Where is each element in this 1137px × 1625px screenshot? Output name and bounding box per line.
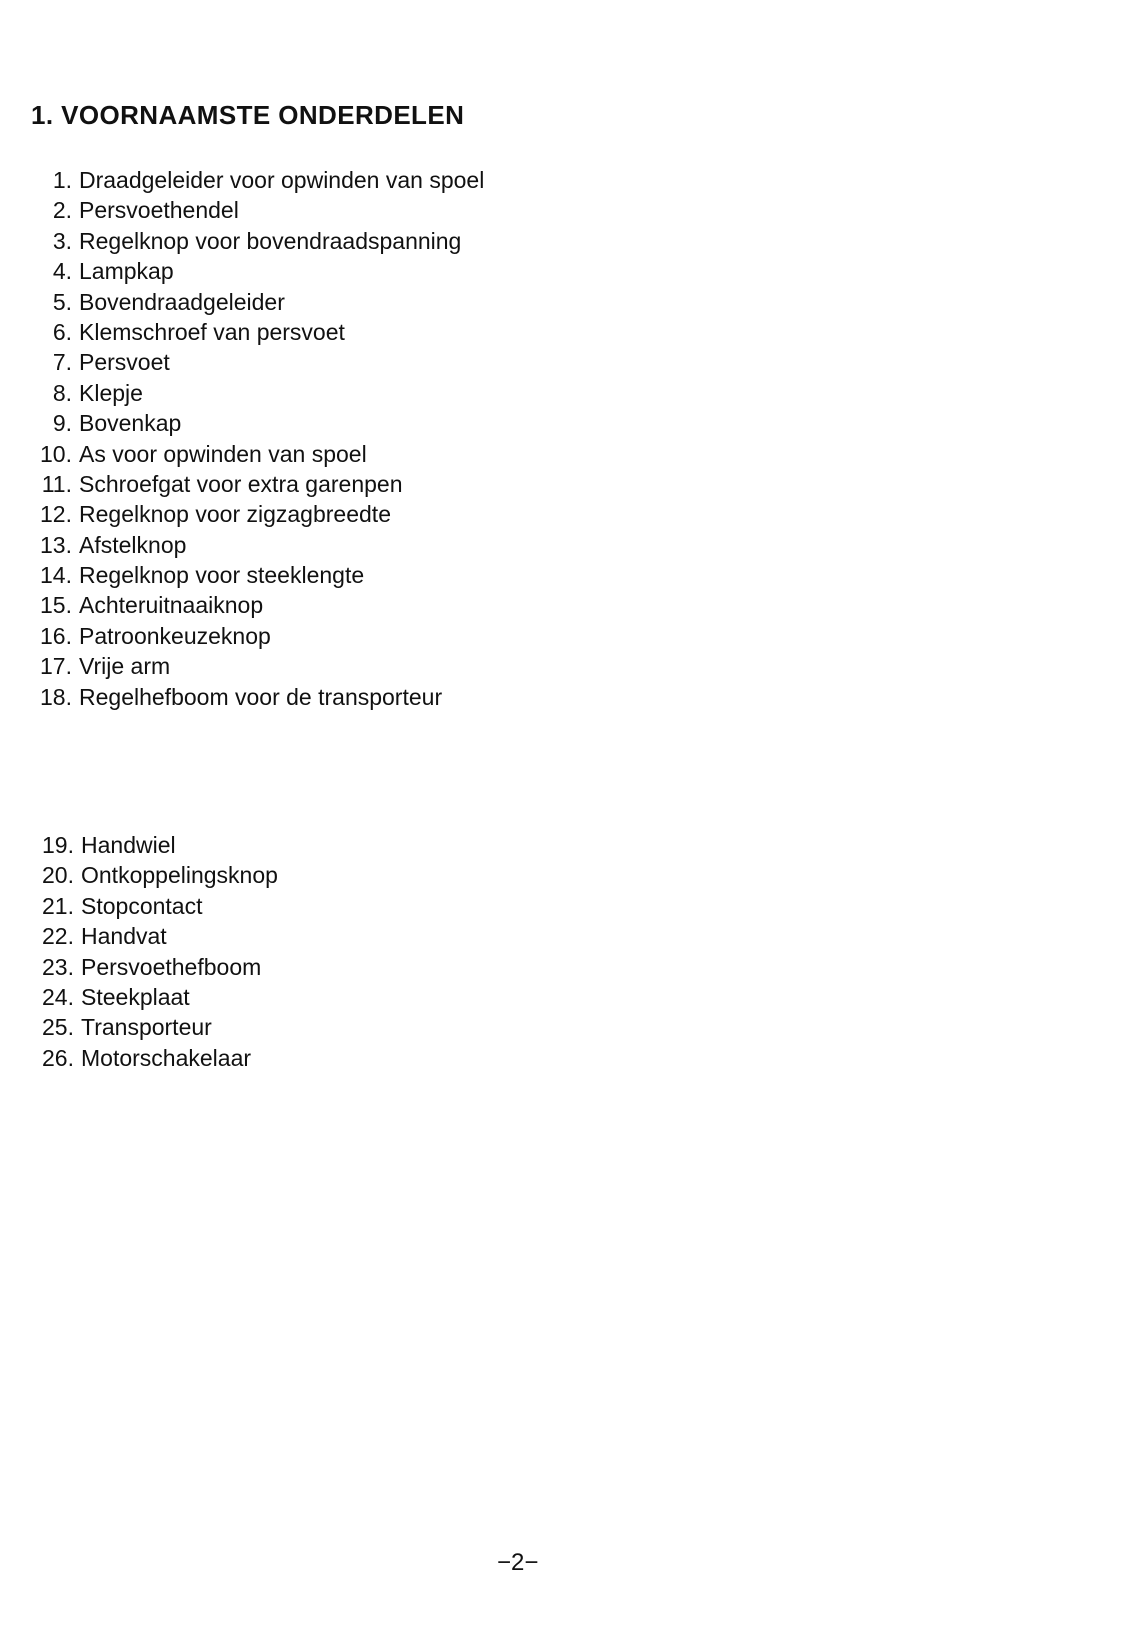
item-label: Regelknop voor zigzagbreedte: [79, 501, 391, 528]
item-label: Regelhefboom voor de transporteur: [79, 683, 443, 710]
list-item: [34, 439, 484, 469]
item-number: 11.: [41, 470, 72, 497]
item-label: Regelknop voor bovendraadspanning: [79, 227, 462, 254]
item-number: 4.: [52, 258, 72, 285]
list-item: [34, 590, 484, 620]
item-label: Bovenkap: [79, 410, 182, 437]
item-number: 3.: [52, 227, 72, 254]
list-item: [34, 1043, 278, 1073]
item-number: 2.: [52, 197, 72, 224]
item-label: Handvat: [81, 923, 167, 950]
item-label: Draadgeleider voor opwinden van spoel: [79, 167, 485, 193]
item-number: 15.: [40, 592, 72, 619]
item-number: 14.: [40, 562, 72, 589]
list-item: [34, 1012, 278, 1042]
item-number: 6.: [52, 318, 72, 345]
list-item: [34, 378, 484, 408]
item-number: 25.: [42, 1014, 74, 1041]
item-number: 12.: [40, 501, 72, 528]
list-item: [34, 287, 484, 317]
item-label: Lampkap: [79, 258, 174, 285]
item-label: Klemschroef van persvoet: [79, 318, 345, 345]
item-number: 16.: [40, 622, 72, 649]
list-item: [34, 860, 278, 890]
item-label: Ontkoppelingsknop: [81, 862, 278, 889]
item-number: 13.: [40, 531, 72, 558]
list-item: [34, 921, 278, 951]
item-number: 9.: [52, 410, 72, 437]
item-label: Handwiel: [81, 832, 176, 858]
list-item: [34, 530, 484, 560]
section-heading: 1. VOORNAAMSTE ONDERDELEN: [31, 100, 465, 130]
list-item: [34, 317, 484, 347]
item-number: 24.: [42, 983, 74, 1010]
page-number: −2−: [497, 1549, 539, 1576]
item-label: Schroefgat voor extra garenpen: [79, 470, 403, 497]
item-label: Persvoet: [79, 349, 170, 376]
item-label: Transporteur: [81, 1014, 212, 1041]
item-number: 17.: [40, 653, 72, 680]
item-number: 21.: [42, 892, 74, 919]
list-item: [34, 891, 278, 921]
list-item: [34, 651, 484, 681]
item-number: 26.: [42, 1044, 74, 1071]
parts-list-secondary: [34, 830, 278, 1073]
item-number: 10.: [40, 440, 72, 467]
list-item: [34, 226, 484, 256]
item-number: 18.: [40, 683, 72, 710]
list-item: [34, 682, 484, 712]
item-label: Regelknop voor steeklengte: [79, 562, 365, 589]
item-number: 20.: [42, 862, 74, 889]
item-label: Steekplaat: [81, 983, 190, 1010]
item-number: 8.: [52, 379, 72, 406]
list-item: [34, 621, 484, 651]
item-label: Motorschakelaar: [81, 1044, 252, 1071]
item-label: Persvoethefboom: [81, 953, 262, 980]
item-label: As voor opwinden van spoel: [79, 440, 367, 467]
list-item: [34, 499, 484, 529]
item-label: Vrije arm: [79, 653, 171, 680]
list-item: [34, 195, 484, 225]
list-item: [34, 560, 484, 590]
list-item: [34, 347, 484, 377]
list-item: [34, 830, 278, 860]
item-label: Afstelknop: [79, 531, 187, 558]
list-item: [34, 469, 484, 499]
item-label: Patroonkeuzeknop: [79, 622, 271, 649]
item-label: Persvoethendel: [79, 197, 239, 224]
parts-list-main: [34, 165, 484, 712]
item-label: Klepje: [79, 379, 143, 406]
list-item: [34, 408, 484, 438]
item-label: Stopcontact: [81, 892, 203, 919]
item-label: Bovendraadgeleider: [79, 288, 285, 315]
item-number: 19.: [42, 832, 74, 858]
list-item: [34, 952, 278, 982]
item-number: 23.: [42, 953, 74, 980]
item-number: 5.: [52, 288, 72, 315]
item-number: 7.: [52, 349, 72, 376]
list-item: [34, 982, 278, 1012]
item-number: 22.: [42, 923, 74, 950]
list-item: [34, 165, 484, 195]
item-label: Achteruitnaaiknop: [79, 592, 264, 619]
list-item: [34, 256, 484, 286]
item-number: 1.: [52, 167, 72, 193]
